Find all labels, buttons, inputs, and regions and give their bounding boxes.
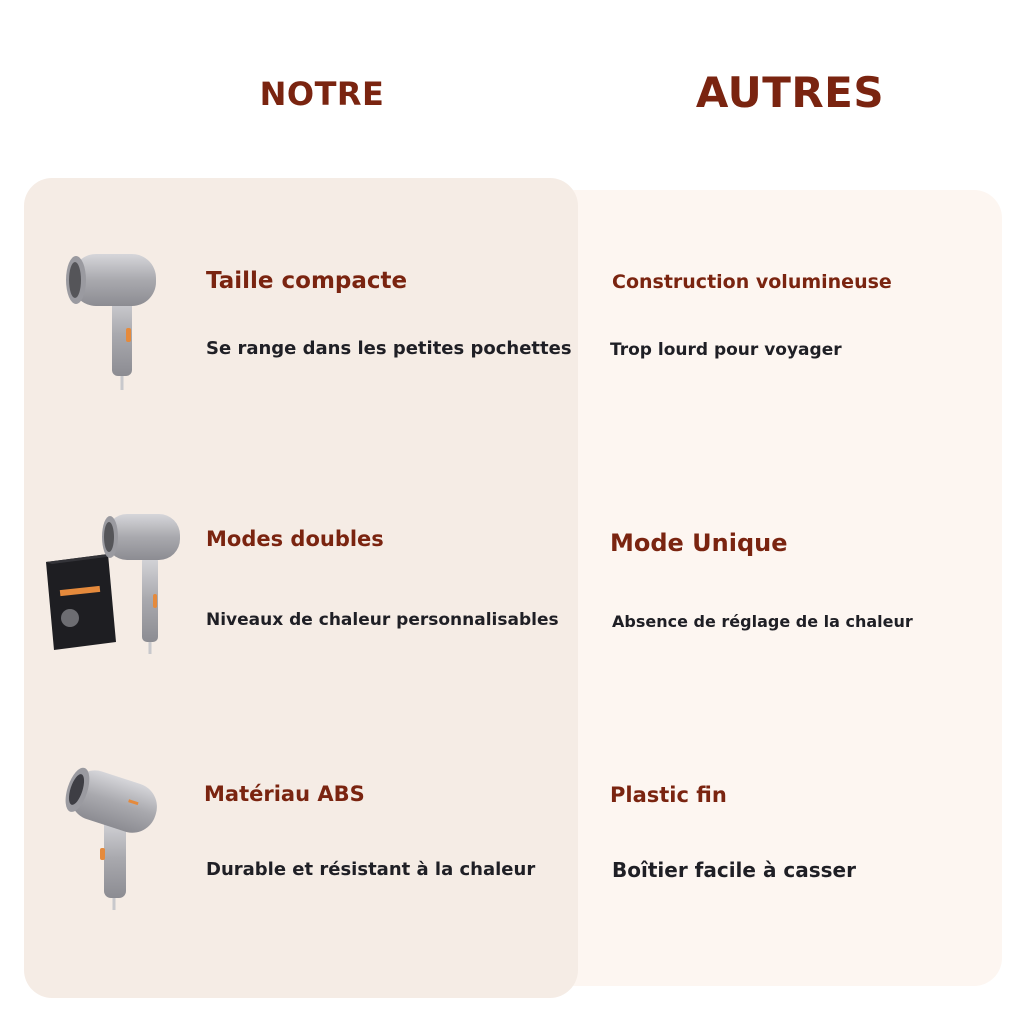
others-feature-3-title: Plastic fin bbox=[610, 783, 727, 807]
hair-dryer-icon bbox=[62, 764, 172, 914]
hair-dryer-with-box-icon bbox=[40, 510, 190, 660]
others-feature-1-desc: Trop lourd pour voyager bbox=[610, 340, 842, 360]
ours-feature-1-title: Taille compacte bbox=[206, 268, 408, 294]
column-header-others: AUTRES bbox=[695, 68, 885, 117]
hair-dryer-icon bbox=[60, 244, 170, 394]
column-header-ours: NOTRE bbox=[259, 75, 385, 113]
ours-feature-2-title: Modes doubles bbox=[206, 527, 384, 551]
others-feature-2-title: Mode Unique bbox=[610, 529, 788, 557]
ours-feature-1-desc: Se range dans les petites pochettes bbox=[206, 338, 572, 359]
others-feature-2-desc: Absence de réglage de la chaleur bbox=[612, 612, 913, 631]
others-feature-3-desc: Boîtier facile à casser bbox=[612, 858, 856, 882]
ours-feature-3-title: Matériau ABS bbox=[204, 782, 365, 806]
ours-feature-3-desc: Durable et résistant à la chaleur bbox=[206, 859, 536, 880]
ours-feature-2-desc: Niveaux de chaleur personnalisables bbox=[206, 610, 559, 630]
others-feature-1-title: Construction volumineuse bbox=[612, 271, 892, 293]
